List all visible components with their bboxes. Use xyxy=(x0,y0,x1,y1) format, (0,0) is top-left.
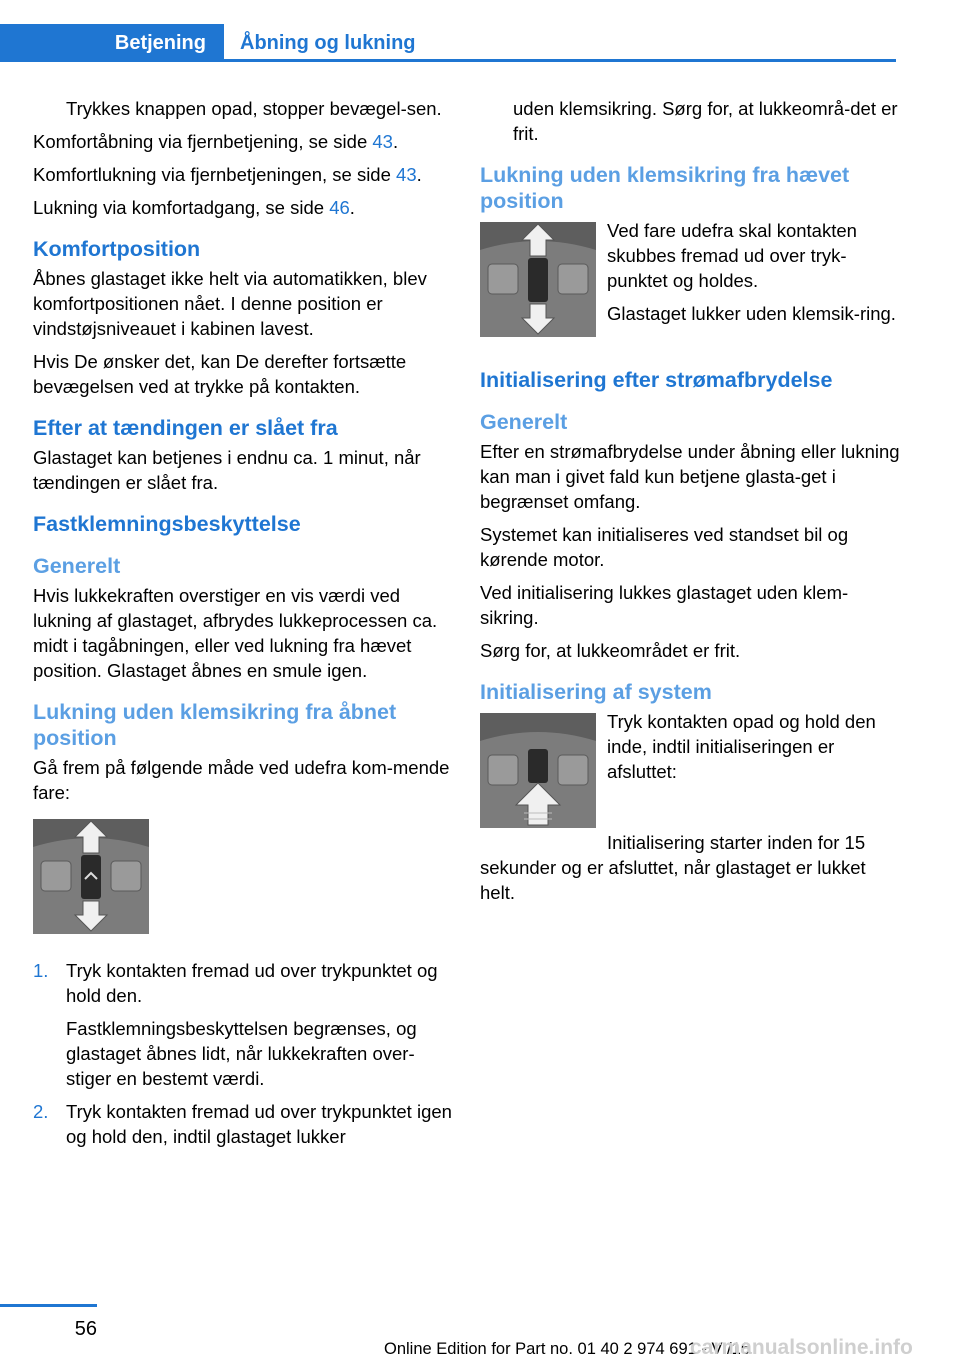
switch-up-image xyxy=(480,713,596,828)
subheading-general: Generelt xyxy=(480,410,568,434)
header-rule xyxy=(224,59,896,62)
continued-paragraph: uden klemsikring. Sørg for, at lukkeområ-det er frit. xyxy=(513,98,898,144)
subheading-general: Generelt xyxy=(33,554,121,578)
heading-ignition-off: Efter at tændingen er slået fra xyxy=(33,416,338,440)
continued-paragraph: Trykkes knappen opad, stopper bevægel-sen. xyxy=(66,98,442,119)
subheading-init-system: Initialisering af system xyxy=(480,680,712,704)
raised-figure-row xyxy=(480,218,900,343)
page-number: 56 xyxy=(74,1318,97,1340)
init-figure-row xyxy=(480,709,900,834)
paragraph: Systemet kan initialiseres ved standset bil og kørende motor. xyxy=(480,524,849,570)
paragraph: Hvis lukkekraften overstiger en vis værdi ved lukning af glastaget, afbrydes lukkeprocessen ca. midt i tagåbningen, eller ved lukning fra hævet position. Glastaget åbnes en smule igen. xyxy=(33,585,438,681)
footer-rule xyxy=(0,1304,97,1307)
paragraph: Efter en strømafbrydelse under åbning eller lukning kan man i givet fald kun betjene glasta-get i begrænset omfang. xyxy=(480,441,900,512)
page-link[interactable]: 43 xyxy=(396,164,417,185)
ref-comfort-access: Lukning via komfortadgang, se side 46. xyxy=(33,197,355,218)
switch-forward-image xyxy=(33,819,149,934)
paragraph: Ved initialisering lukkes glastaget uden klem-sikring. xyxy=(480,582,849,628)
list-item: 2. Tryk kontakten fremad ud over trykpunktet igen og hold den, indtil glastaget lukker xyxy=(33,1101,452,1147)
paragraph: Initialisering starter inden for 15 sekunder og er afsluttet, når glastaget er lukket helt. xyxy=(480,832,866,903)
paragraph: Åbnes glastaget ikke helt via automatikken, blev komfortpositionen nået. I denne position er vindstøjsniveauet i kabinen lavest. xyxy=(33,268,427,339)
header-subsection-tab[interactable] xyxy=(240,24,416,62)
heading-pinch-protection: Fastklemningsbeskyttelse xyxy=(33,512,301,536)
edition-text: Online Edition for Part no. 01 40 2 974 691 - VI/16 xyxy=(384,1340,750,1358)
heading-komfortposition: Komfortposition xyxy=(33,237,201,261)
ref-comfort-close: Komfortlukning via fjernbetjeningen, se side 43. xyxy=(33,164,422,185)
paragraph: Ved fare udefra skal kontakten skubbes fremad ud over tryk-punktet og holdes. xyxy=(607,220,857,291)
watermark: carmanualsonline.info xyxy=(690,1336,913,1359)
paragraph: Sørg for, at lukkeområdet er frit. xyxy=(480,640,741,661)
paragraph: Gå frem på følgende måde ved udefra kom-mende fare: xyxy=(33,757,450,803)
left-column xyxy=(33,96,453,1157)
subheading-close-from-raised: Lukning uden klemsikring fra hævet position xyxy=(480,163,850,213)
page-link[interactable]: 43 xyxy=(372,131,393,152)
header-section-label: Betjening xyxy=(114,31,206,54)
paragraph: Hvis De ønsker det, kan De derefter fortsætte bevægelsen ved at trykke på kontakten. xyxy=(33,351,407,397)
header-subsection-label: Åbning og lukning xyxy=(240,31,416,54)
switch-figure-forward xyxy=(33,819,453,940)
paragraph: Tryk kontakten opad og hold den inde, indtil initialiseringen er afsluttet: xyxy=(607,711,876,782)
heading-init-power-loss: Initialisering efter strømafbrydelse xyxy=(480,368,833,392)
paragraph: Glastaget kan betjenes i endnu ca. 1 minut, når tændingen er slået fra. xyxy=(33,447,421,493)
steps-list xyxy=(33,958,453,1149)
right-column xyxy=(480,96,900,913)
list-item: 1. Tryk kontakten fremad ud over trykpunktet og hold den. Fastklemningsbeskyttelsen begrænses, og glastaget åbnes lidt, når lukkekraften over-stiger en bestemt værdi. xyxy=(33,960,438,1089)
page-link[interactable]: 46 xyxy=(329,197,350,218)
ref-comfort-open: Komfortåbning via fjernbetjening, se side 43. xyxy=(33,131,399,152)
header-section-tab[interactable] xyxy=(0,24,224,62)
subheading-close-from-open: Lukning uden klemsikring fra åbnet position xyxy=(33,700,397,750)
switch-forward-image xyxy=(480,222,596,337)
paragraph: Glastaget lukker uden klemsik-ring. xyxy=(607,303,896,324)
